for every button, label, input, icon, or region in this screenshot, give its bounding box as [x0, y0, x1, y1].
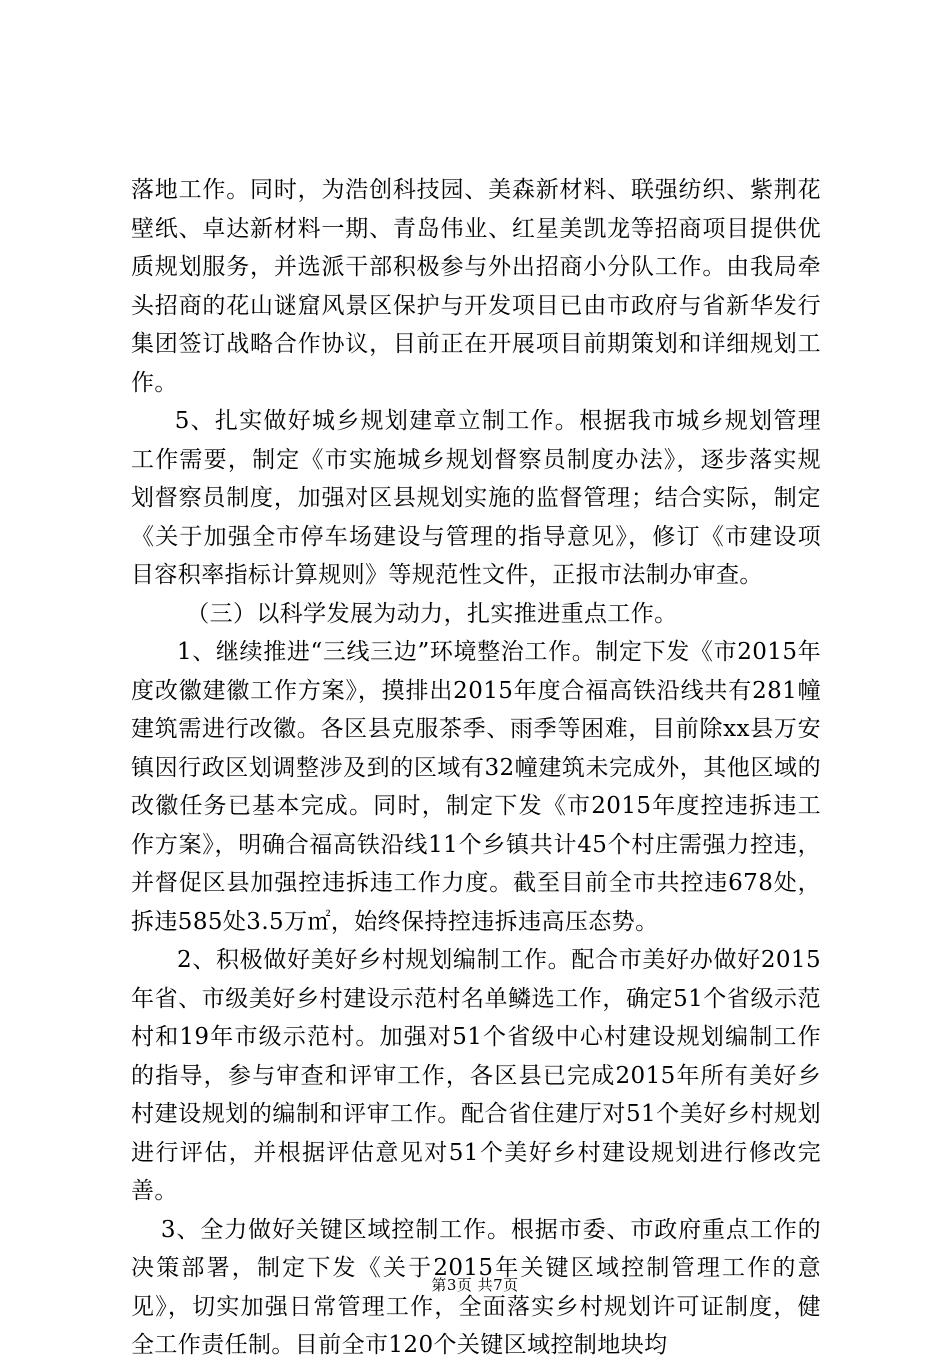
document-body: [131, 171, 821, 1365]
paragraph-item-3: 3、全力做好关键区域控制工作。根据市委、市政府重点工作的决策部署，制定下发《关于2015年关键区域控制管理工作的意见》，切实加强日常管理工作，全面落实乡村规划许可证制度，健全工作责任制。目前全市120个关键区域控制地块均: [131, 1216, 821, 1358]
paragraph-item-1: 1、继续推进“三线三边”环境整治工作。制定下发《市2015年度改徽建徽工作方案》，摸排出2015年度合福高铁沿线共有281幢建筑需进行改徽。各区县克服茶季、雨季等困难，目前除xx县万安镇因行政区划调整涉及到的区域有32幢建筑未完成外，其他区域的改徽任务已基本完成。同时，制定下发《市2015年度控违拆违工作方案》，明确合福高铁沿线11个乡镇共计45个村庄需强力控违，并督促区县加强控违拆违工作力度。截至目前全市共控违678处，拆违585处3.5万㎡，始终保持控违拆违高压态势。: [131, 639, 821, 935]
paragraph-item-2: 2、积极做好美好乡村规划编制工作。配合市美好办做好2015年省、市级美好乡村建设示范村名单鳞选工作，确定51个省级示范村和19年市级示范村。加强对51个省级中心村建设规划编制工作的指导，参与审查和评审工作，各区县已完成2015年所有美好乡村建设规划的编制和评审工作。配合省住建厅对51个美好乡村规划进行评估，并根据评估意见对51个美好乡村建设规划进行修改完善。: [131, 947, 821, 1204]
paragraph-item-5: 5、扎实做好城乡规划建章立制工作。根据我市城乡规划管理工作需要，制定《市实施城乡规划督察员制度办法》，逐步落实规划督察员制度，加强对区县规划实施的监督管理；结合实际，制定《关于加强全市停车场建设与管理的指导意见》，修订《市建设项目容积率指标计算规则》等规范性文件，正报市法制办审查。: [131, 408, 821, 588]
section-heading-3: （三）以科学发展为动力，扎实推进重点工作。: [186, 600, 678, 627]
page-number-footer: 第3页 共7页: [431, 1276, 519, 1294]
paragraph-continuation: 落地工作。同时，为浩创科技园、美森新材料、联强纺织、紫荆花壁纸、卓达新材料一期、青岛伟业、红星美凯龙等招商项目提供优质规划服务，并选派干部积极参与外出招商小分队工作。由我局牵头招商的花山谜窟风景区保护与开发项目已由市政府与省新华发行集团签订战略合作协议，目前正在开展项目前期策划和详细规划工作。: [131, 177, 821, 396]
